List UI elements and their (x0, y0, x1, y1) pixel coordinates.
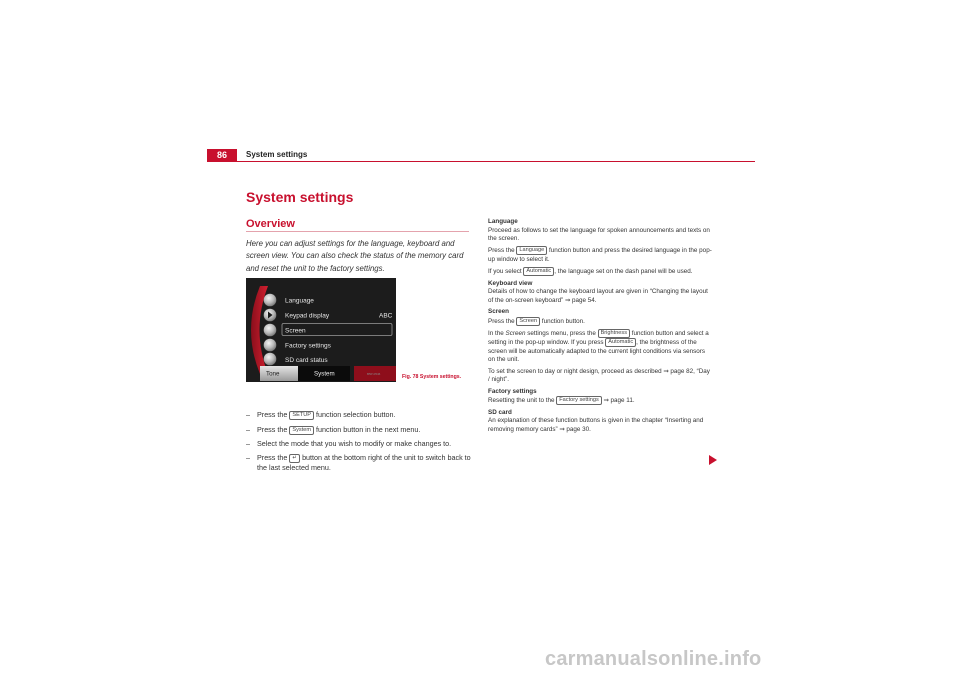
screen-day-night-text: To set the screen to day or night design, proceed as described ⇒ page 82, “Day / night”. (488, 367, 710, 384)
keyboard-heading: Keyboard view (488, 279, 533, 287)
page-title: System settings (246, 189, 354, 205)
language-key-label: Language (516, 246, 547, 255)
step-item: – Press the System function button in the next menu. (246, 424, 421, 434)
menu-button-icon (264, 339, 277, 352)
step-item: – Press the ↵ button at the bottom right of the unit to switch back to the last selected menu. (246, 453, 471, 473)
infotainment-screen-illustration (246, 278, 396, 382)
watermark: carmanualsonline.info (545, 648, 762, 670)
language-text: Proceed as follows to set the language for spoken announcements and texts on the screen. (488, 226, 710, 242)
setup-key-label: SETUP (289, 411, 314, 420)
screen-heading: Screen (488, 308, 510, 316)
screen-key-label: Screen (516, 317, 540, 326)
menu-item-sd-card-status: SD card status (285, 357, 328, 364)
step-item: – Select the mode that you wish to modify or make changes to. (246, 439, 452, 449)
figure-code: B5P-0546 (367, 372, 381, 376)
factory-heading: Factory settings (488, 387, 537, 395)
factory-settings-key-label: Factory settings (556, 396, 601, 405)
abc-label: ABC (379, 312, 393, 320)
sdcard-text: An explanation of these function buttons is given in the chapter “Inserting and removing memory cards” ⇒ page 30. (488, 417, 704, 433)
continue-arrow-icon (709, 455, 717, 465)
section-heading: Overview (246, 218, 295, 230)
page-number: 86 (207, 149, 237, 162)
screen-brightness-text: In the Screen settings menu, press the Brightness function button and select a setting in the pop-up window. If you press Automatic , the brightness of the screen will be automatically adapted to the current light conditions via sensors on the unit. (488, 329, 709, 364)
menu-item-screen: Screen (285, 327, 306, 335)
system-settings-figure (246, 278, 396, 382)
figure-caption: Fig. 78 System settings. (402, 374, 462, 380)
language-instruction: Press the Language function button and press the desired language in the pop-up window to select it. (488, 247, 712, 263)
menu-item-language: Language (285, 297, 314, 305)
menu-button-icon (264, 353, 277, 366)
language-heading: Language (488, 218, 518, 225)
section-intro: Here you can adjust settings for the language, keyboard and screen view. You can also check the status of the memory card and reset the unit to the factory settings. (246, 239, 464, 273)
menu-button-icon (264, 294, 277, 307)
step-list (246, 410, 474, 477)
factory-text: Resetting the unit to the Factory settings ⇒ page 11. (488, 397, 635, 405)
step-item: – Press the SETUP function selection button. (246, 410, 396, 419)
back-key-icon: ↵ (289, 454, 300, 463)
right-column (488, 218, 713, 437)
section-rule (246, 231, 469, 232)
automatic-key-label: Automatic (605, 338, 636, 347)
tab-system-label: System (314, 370, 335, 378)
system-key-label: System (289, 426, 314, 435)
brightness-key-label: Brightness (598, 329, 630, 338)
running-header: System settings (246, 150, 308, 159)
keyboard-text: Details of how to change the keyboard layout are given in “Changing the layout of the on-screen keyboard” ⇒ page 54. (488, 288, 708, 304)
language-automatic-note: If you select Automatic , the language set on the dash panel will be used. (488, 268, 693, 276)
automatic-key-label: Automatic (523, 267, 554, 276)
menu-item-keypad-display: Keypad display (285, 312, 330, 320)
screen-instruction: Press the Screen function button. (488, 317, 585, 325)
menu-button-icon (264, 324, 277, 337)
tab-tone-label: Tone (266, 370, 280, 378)
menu-item-factory-settings: Factory settings (285, 342, 331, 350)
header-rule (207, 161, 755, 162)
sdcard-heading: SD card (488, 408, 512, 416)
